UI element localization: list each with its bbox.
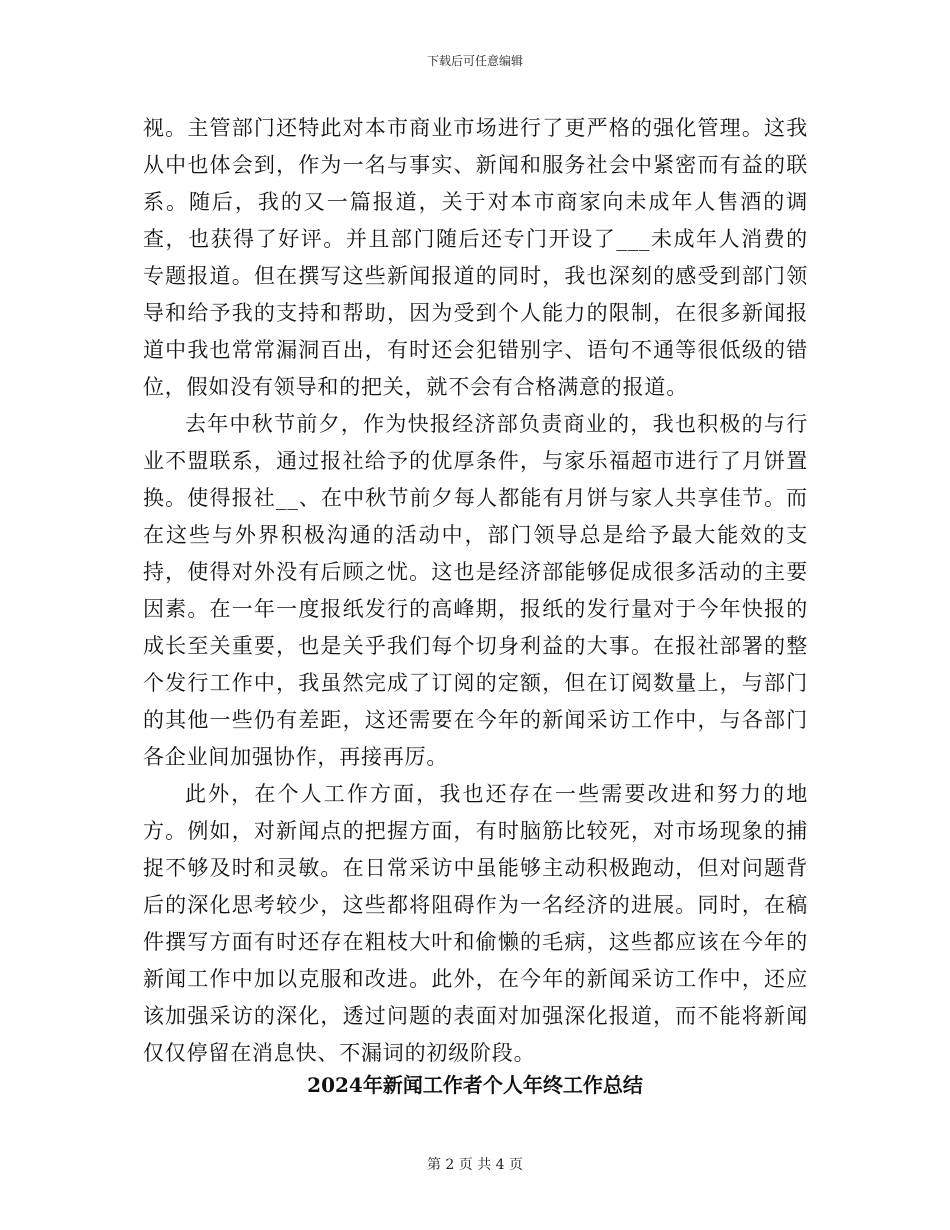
page-footer: 第 2 页 共 4 页 — [426, 1157, 524, 1173]
section-title: 2024年新闻工作者个人年终工作总结 — [307, 1073, 643, 1097]
paragraph-mid-autumn: 去年中秋节前夕，作为快报经济部负责商业的，我也积极的与行业不盟联系，通过报社给予的优厚条件，与家乐福超市进行了月饼置换。使得报社__、在中秋节前夕每人都能有月饼与家人共享佳节。而在这些与外界积极沟通的活动中，部门领导总是给予最大能效的支持，使得对外没有后顾之忧。这也是经济部能够促成很多活动的主要因素。在一年一度报纸发行的高峰期，报纸的发行量对于今年快报的成长至关重要，也是关乎我们每个切身利益的大事。在报社部署的整个发行工作中，我虽然完成了订阅的定额，但在订阅数量上，与部门的其他一些仍有差距，这还需要在今年的新闻采访工作中，与各部门各企业间加强协作，再接再厉。 — [143, 412, 808, 769]
paragraph-continued: 视。主管部门还特此对本市商业市场进行了更严格的强化管理。这我从中也体会到，作为一名与事实、新闻和服务社会中紧密而有益的联系。随后，我的又一篇报道，关于对本市商家向未成年人售酒的调查，也获得了好评。并且部门随后还专门开设了___未成年人消费的专题报道。但在撰写这些新闻报道的同时，我也深刻的感受到部门领导和给予我的支持和帮助，因为受到个人能力的限制，在很多新闻报道中我也常常漏洞百出，有时还会犯错别字、语句不通等很低级的错位，假如没有领导和的把关，就不会有合格满意的报道。 — [143, 116, 808, 399]
page-header: 下载后可任意编辑 — [426, 54, 523, 68]
paragraph-improvements: 此外，在个人工作方面，我也还存在一些需要改进和努力的地方。例如，对新闻点的把握方面，有时脑筋比较死，对市场现象的捕捉不够及时和灵敏。在日常采访中虽能够主动积极跑动，但对问题背后的深化思考较少，这些都将阻碍作为一名经济的进展。同时，在稿件撰写方面有时还存在粗枝大叶和偷懒的毛病，这些都应该在今年的新闻工作中加以克服和改进。此外，在今年的新闻采访工作中，还应该加强采访的深化，透过问题的表面对加强深化报道，而不能将新闻仅仅停留在消息快、不漏词的初级阶段。 — [143, 782, 808, 1065]
document-body — [143, 110, 808, 1072]
